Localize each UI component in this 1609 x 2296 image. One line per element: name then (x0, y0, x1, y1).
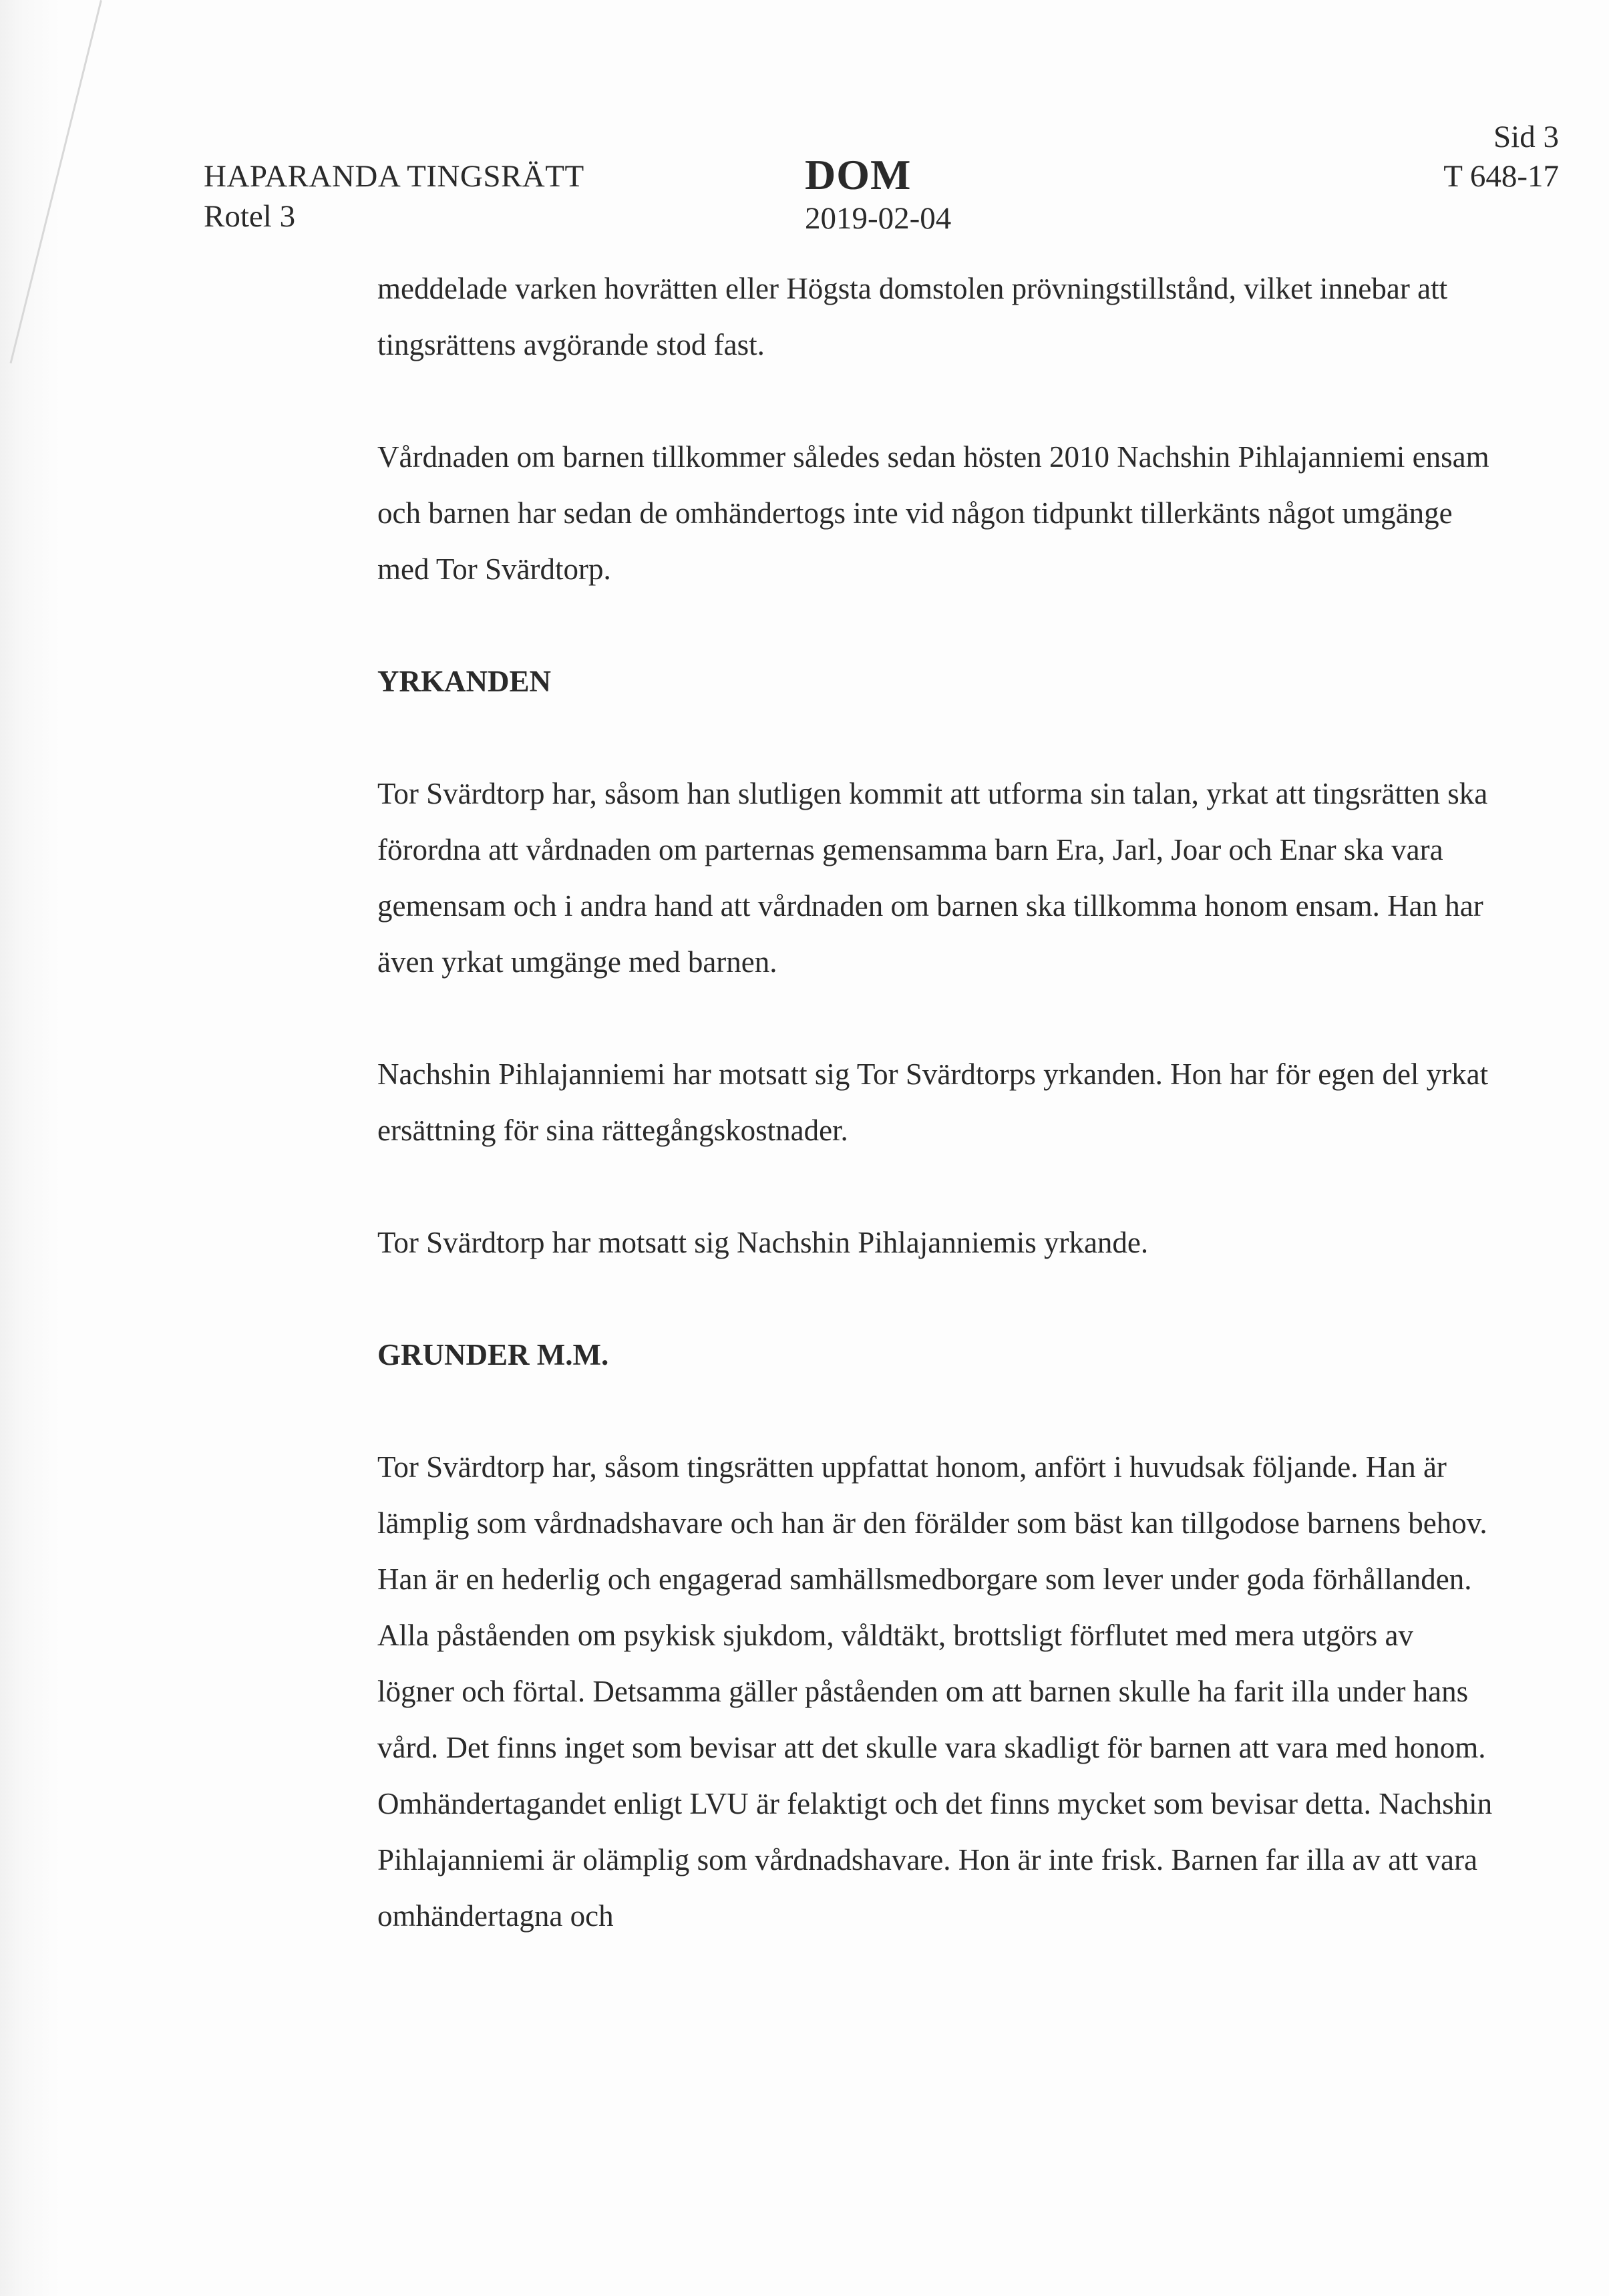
document-type: DOM (805, 151, 912, 198)
document-body (377, 261, 1493, 1944)
paragraph-grounds: Tor Svärdtorp har, såsom tingsrätten uppfattat honom, anfört i huvudsak följande. Han är lämplig som vårdnadshavare och han är den förälder som bäst kan tillgodose barnens behov. Han är en hederlig och engagerad samhällsmedborgare som lever under goda förhållanden. Alla påståenden om psykisk sjukdom, våldtäkt, brottsligt förflutet med mera utgörs av lögner och förtal. Detsamma gäller påståenden om att barnen skulle ha farit illa under hans vård. Det finns inget som bevisar att det skulle vara skadligt för barnen att vara med honom. Omhändertagandet enligt LVU är felaktigt och det finns mycket som bevisar detta. Nachshin Pihlajanniemi är olämplig som vårdnadshavare. Hon är inte frisk. Barnen far illa av att vara omhändertagna och (377, 1450, 1493, 1933)
paragraph-objection: Tor Svärdtorp har motsatt sig Nachshin Pihlajanniemis yrkande. (377, 1226, 1149, 1259)
case-number: T 648-17 (1443, 159, 1559, 194)
scan-edge-artifact (0, 0, 60, 2296)
paragraph-claim-tor: Tor Svärdtorp har, såsom han slutligen kommit att utforma sin talan, yrkat att tingsrätten ska förordna att vårdnaden om parternas gemensamma barn Era, Jarl, Joar och Enar ska vara gemensam och i andra hand att vårdnaden om barnen ska tillkomma honom ensam. Han har även yrkat umgänge med barnen. (377, 777, 1488, 979)
section-heading-yrkanden: YRKANDEN (377, 665, 552, 698)
paragraph-claim-nachshin: Nachshin Pihlajanniemi har motsatt sig Tor Svärdtorps yrkanden. Hon har för egen del yrkat ersättning för sina rättegångskostnader. (377, 1057, 1489, 1147)
paragraph-custody-status: Vårdnaden om barnen tillkommer således sedan hösten 2010 Nachshin Pihlajanniemi ensam och barnen har sedan de omhändertogs inte vid någon tidpunkt tillerkänts något umgänge med Tor Svärdtorp. (377, 440, 1489, 586)
section-heading-grunder: GRUNDER M.M. (377, 1338, 609, 1371)
page-number: Sid 3 (1493, 120, 1559, 154)
document-date: 2019-02-04 (805, 201, 952, 236)
court-name: HAPARANDA TINGSRÄTT (204, 159, 584, 194)
paragraph-continuation: meddelade varken hovrätten eller Högsta domstolen prövningstillstånd, vilket innebar att tingsrättens avgörande stod fast. (377, 272, 1448, 361)
document-header (0, 114, 1609, 247)
court-division: Rotel 3 (204, 199, 296, 234)
